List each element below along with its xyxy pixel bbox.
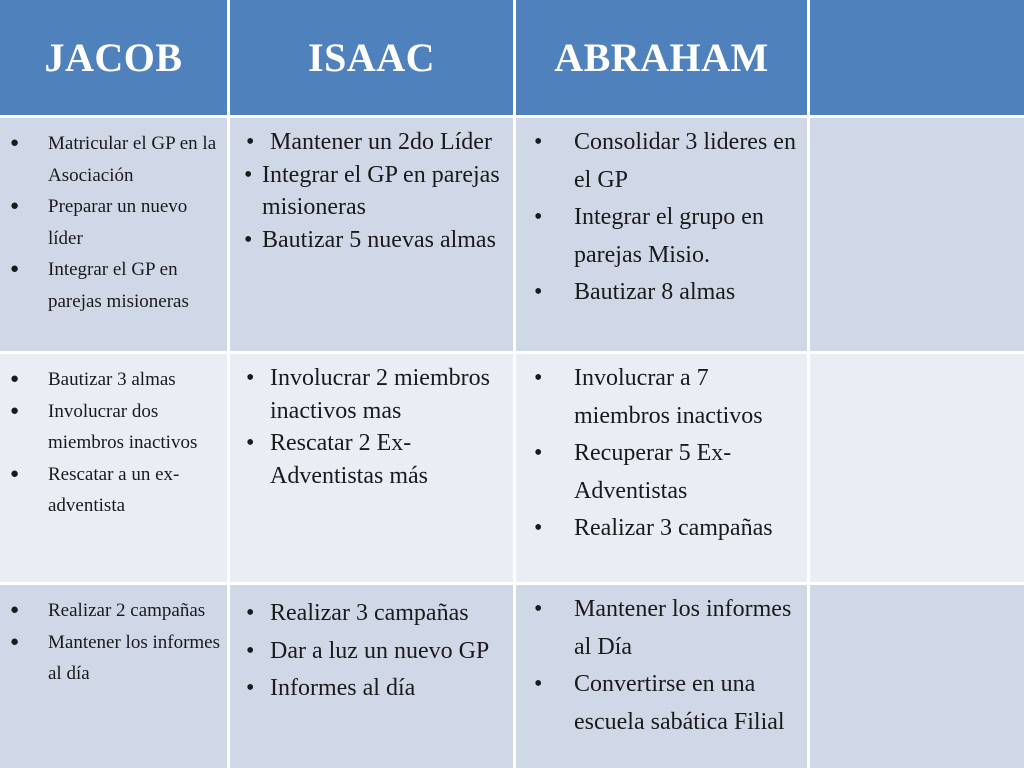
bullet-icon: • [244, 161, 253, 188]
cell-abraham-row2 [516, 354, 810, 585]
list-item [526, 124, 801, 199]
bullet-icon: ● [10, 602, 20, 618]
list-item-text: Integrar el GP en parejas misioneras [48, 259, 189, 312]
abraham-row3-list [526, 591, 801, 741]
list-item [526, 510, 801, 548]
list-item-text: Convertirse en una escuela sabática Filial [574, 671, 785, 735]
cell-abraham-row3 [516, 585, 810, 768]
list-item [240, 126, 507, 159]
list-item-text: Realizar 3 campañas [574, 515, 773, 541]
list-item [240, 362, 507, 427]
cell-jacob-row1 [0, 118, 230, 354]
bullet-icon: • [534, 365, 543, 391]
bullet-icon: • [246, 675, 255, 701]
bullet-icon: ● [10, 135, 20, 151]
isaac-row3-list [240, 593, 507, 708]
header-abraham [516, 0, 810, 118]
bullet-icon: ● [10, 261, 20, 277]
header-empty [810, 0, 1024, 118]
list-item-text: Bautizar 8 almas [574, 279, 736, 305]
bullet-icon: ● [10, 198, 20, 214]
bullet-icon: • [534, 279, 543, 305]
list-item-text: Matricular el GP en la Asociación [48, 133, 217, 186]
header-jacob-label: JACOB [44, 35, 183, 80]
list-item [10, 128, 221, 191]
jacob-row2-list [10, 364, 221, 522]
list-item-text: Bautizar 5 nuevas almas [262, 226, 496, 253]
list-item [10, 627, 221, 690]
list-item [240, 427, 507, 492]
list-item [526, 666, 801, 741]
list-item-text: Mantener un 2do Líder [270, 129, 492, 155]
list-item-text: Mantener los informes al día [48, 631, 221, 684]
isaac-row2-list [240, 362, 507, 492]
bullet-icon: • [244, 226, 253, 253]
cell-empty-row3 [810, 585, 1024, 768]
cell-empty-row2 [810, 354, 1024, 585]
cell-jacob-row2 [0, 354, 230, 585]
jacob-row3-list [10, 595, 221, 690]
cell-isaac-row3 [230, 585, 516, 768]
cell-isaac-row1 [230, 118, 516, 354]
list-item [240, 633, 507, 671]
list-item [240, 159, 507, 224]
bullet-icon: • [534, 515, 543, 541]
list-item-text: Informes al día [270, 675, 416, 701]
list-item-text: Rescatar a un ex-adventista [48, 463, 180, 516]
list-item-text: Bautizar 3 almas [48, 369, 176, 390]
list-item-text: Integrar el grupo en parejas Misio. [574, 204, 764, 268]
list-item [526, 435, 801, 510]
bullet-icon: • [246, 430, 255, 456]
list-item-text: Realizar 3 campañas [270, 600, 469, 626]
cell-isaac-row2 [230, 354, 516, 585]
bullet-icon: ● [10, 633, 20, 650]
list-item-text: Rescatar 2 Ex-Adventistas más [270, 430, 428, 489]
bullet-icon: • [534, 440, 543, 466]
jacob-row1-list [10, 128, 221, 317]
bullet-icon: • [534, 204, 543, 230]
bullet-icon: • [534, 129, 543, 155]
list-item [10, 364, 221, 396]
list-item [240, 670, 507, 708]
bullet-icon: • [534, 671, 543, 697]
cell-abraham-row1 [516, 118, 810, 354]
list-item-text: Preparar un nuevo líder [48, 196, 188, 249]
list-item [526, 591, 801, 666]
bullet-icon: • [246, 129, 255, 155]
header-abraham-label: ABRAHAM [554, 35, 769, 80]
list-item-text: Mantener los informes al Día [574, 596, 792, 660]
bullet-icon: • [246, 365, 255, 391]
bullet-icon: • [534, 596, 543, 622]
abraham-row2-list [526, 360, 801, 548]
abraham-row1-list [526, 124, 801, 312]
list-item [10, 396, 221, 459]
list-item [10, 595, 221, 627]
cell-empty-row1 [810, 118, 1024, 354]
list-item-text: Dar a luz un nuevo GP [270, 637, 490, 664]
list-item-text: Realizar 2 campañas [48, 600, 206, 621]
list-item [526, 199, 801, 274]
list-item [10, 459, 221, 522]
list-item [526, 274, 801, 312]
isaac-row1-list [240, 126, 507, 256]
list-item-text: Consolidar 3 lideres en el GP [574, 129, 796, 193]
header-isaac-label: ISAAC [308, 35, 435, 80]
list-item-text: Integrar el GP en parejas misioneras [262, 161, 500, 220]
list-item [526, 360, 801, 435]
cell-jacob-row3 [0, 585, 230, 768]
list-item-text: Involucrar dos miembros inactivos [48, 400, 198, 453]
header-jacob [0, 0, 230, 118]
list-item [240, 224, 507, 257]
bullet-icon: ● [10, 371, 20, 387]
bullet-icon: ● [10, 465, 20, 482]
bullet-icon: ● [10, 402, 20, 419]
bullet-icon: • [246, 637, 255, 664]
list-item [10, 191, 221, 254]
header-isaac [230, 0, 516, 118]
list-item-text: Involucrar 2 miembros inactivos mas [270, 365, 490, 424]
list-item-text: Involucrar a 7 miembros inactivos [574, 365, 763, 429]
bullet-icon: • [246, 600, 255, 626]
list-item-text: Recuperar 5 Ex-Adventistas [574, 440, 732, 504]
list-item [240, 595, 507, 633]
list-item [10, 254, 221, 317]
